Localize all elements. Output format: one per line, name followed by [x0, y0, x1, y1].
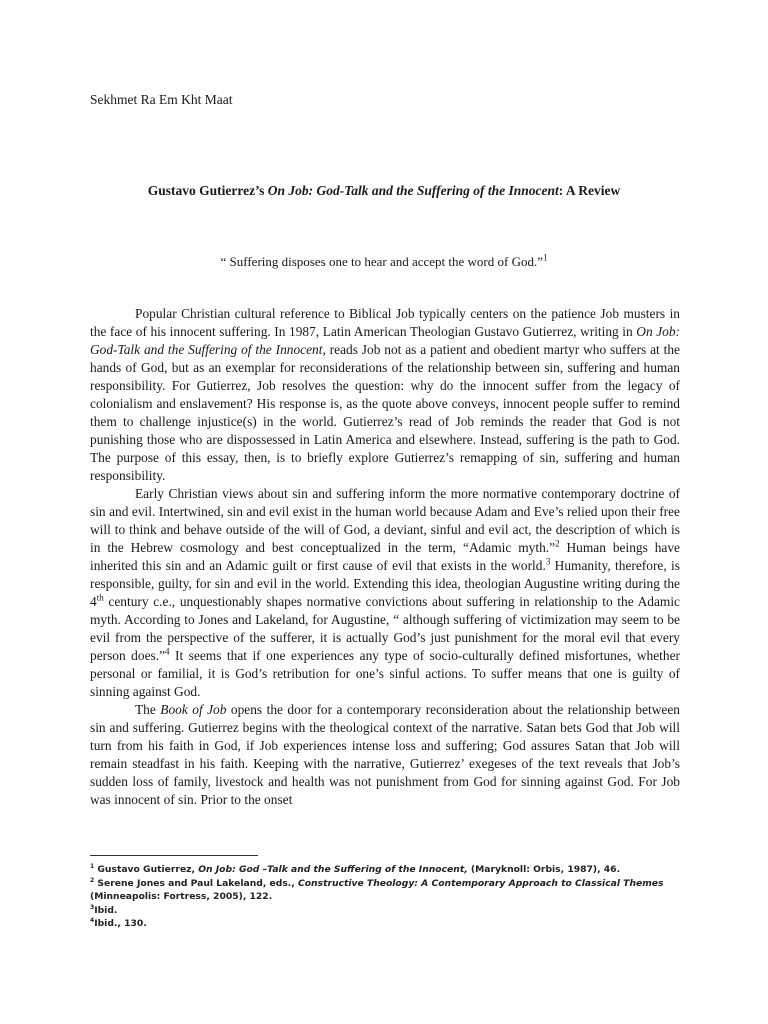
- paragraph-2: [90, 485, 680, 701]
- paragraph-3-book-title: Book of Job: [160, 702, 227, 717]
- footnote-ref-3[interactable]: 3: [545, 556, 551, 567]
- footnote-3: [90, 904, 680, 918]
- title-prefix: Gustavo Gutierrez’s: [147, 183, 268, 198]
- footnote-1-title: On Job: God –Talk and the Suffering of the Innocent,: [198, 864, 468, 875]
- footnote-1-text-a: Gustavo Gutierrez,: [97, 864, 199, 875]
- paragraph-2-text-d: century c.e., unquestionably shapes normative convictions about suffering in relationship to the Adamic myth. According to Jones and Lakeland, for Augustine, “ although suffering of victimization may seem to be evil from the perspective of the sufferer, it is actually God’s just punishment for the moral evil that every person does.”: [90, 594, 680, 663]
- title-suffix: : A Review: [558, 183, 621, 198]
- paragraph-3-text-a: The: [135, 702, 161, 717]
- paragraph-2-text-e: It seems that if one experiences any type of socio-culturally defined misfortunes, whether personal or familial, it is God’s retribution for one’s sinful actions. To suffer means that one is guilty of sinning against God.: [90, 648, 680, 699]
- body-text: [90, 305, 680, 809]
- footnote-4: [90, 917, 680, 931]
- title-book: On Job: God-Talk and the Suffering of the Innocent: [267, 183, 559, 198]
- footnote-1-text-b: (Maryknoll: Orbis, 1987), 46.: [467, 864, 621, 875]
- footnote-3-number: 3: [90, 903, 95, 911]
- paragraph-1-text-c: reads Job not as a patient and obedient martyr who suffers at the hands of God, but as an exemplar for reconsiderations of the relationship between sin, suffering and human responsibility. For Gutierrez, Job resolves the question: why do the innocent suffer from the legacy of colonialism and enslavement? His response is, as the quote above conveys, innocent people suffer to remind them to challenge injustice(s) in the world. Gutierrez’s read of Job reminds the reader that God is not punishing those who are dispossessed in Latin America and elsewhere. Instead, suffering is the path to God. The purpose of this essay, then, is to briefly explore Gutierrez’s remapping of sin, suffering and human responsibility.: [90, 342, 680, 483]
- ordinal-suffix: th: [96, 592, 104, 603]
- footnote-ref-2[interactable]: 2: [555, 538, 560, 549]
- footnote-2: [90, 877, 680, 904]
- paragraph-2-text-b: Human beings have inherited this sin and an Adamic guilt or first cause of evil that exists in the world.: [90, 540, 681, 573]
- footnote-2-text-a: Serene Jones and Paul Lakeland, eds.,: [97, 877, 298, 889]
- footnote-ref-1[interactable]: 1: [543, 252, 548, 263]
- footnotes: [90, 863, 680, 931]
- paragraph-3: [90, 701, 680, 809]
- paragraph-2-text-a: Early Christian views about sin and suffering inform the more normative contemporary doctrine of sin and evil. Intertwined, sin and evil exist in the human world because Adam and Eve’s relied upon their free will to think and behave outside of the will of God, a deviant, sinful and evil act, the description of which is in the Hebrew cosmology and best conceptualized in the term, “Adamic myth.”: [90, 486, 680, 555]
- paragraph-1-text-a: Popular Christian cultural reference to Biblical Job typically centers on the patience Job musters in the face of his innocent suffering. In 1987, Latin American Theologian Gustavo Gutierrez, writing in: [90, 306, 680, 339]
- epigraph: [90, 254, 678, 270]
- footnote-1-number: 1: [90, 862, 95, 870]
- footnote-divider: [90, 855, 258, 856]
- paragraph-1: [90, 305, 680, 485]
- author-name: Sekhmet Ra Em Kht Maat: [90, 92, 233, 107]
- epigraph-text: “ Suffering disposes one to hear and accept the word of God.”: [220, 254, 543, 269]
- footnote-2-number: 2: [90, 876, 95, 884]
- footnote-2-text-b: (Minneapolis: Fortress, 2005), 122.: [90, 891, 273, 902]
- footnote-2-title: Constructive Theology: A Contemporary Approach to Classical Themes: [298, 877, 664, 889]
- paragraph-2-text-c: Humanity, therefore, is responsible, guilty, for sin and evil in the world. Extending this idea, theologian Augustine writing during the 4: [90, 558, 680, 609]
- footnote-ref-4[interactable]: 4: [165, 646, 170, 657]
- footnote-4-text: Ibid., 130.: [94, 918, 147, 929]
- page-title: [90, 183, 678, 199]
- footnote-1: [90, 863, 680, 877]
- paragraph-1-book-title: On Job: God-Talk and the Suffering of the Innocent,: [90, 324, 680, 357]
- footnote-4-number: 4: [90, 916, 95, 924]
- paragraph-3-text-c: opens the door for a contemporary reconsideration about the relationship between sin and suffering. Gutierrez begins with the theological context of the narrative. Satan bets God that Job will turn from his faith in God, if Job experiences intense loss and suffering; God assures Satan that Job will remain steadfast in his faith. Keeping with the narrative, Gutierrez’ exegeses of the text reveals that Job’s sudden loss of family, livestock and health was not punishment from God for sinning against God. For Job was innocent of sin. Prior to the onset: [90, 702, 680, 807]
- footnote-3-text: Ibid.: [94, 904, 118, 916]
